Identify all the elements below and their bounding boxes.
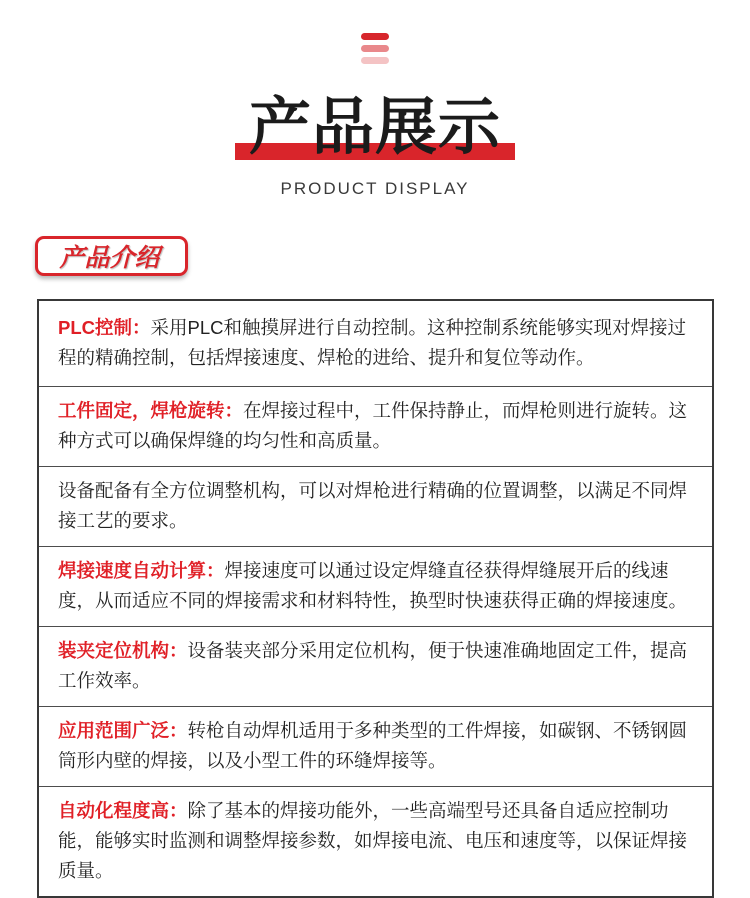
feature-text: 在焊接过程中，工件保持静止，而焊枪则进行旋转。这种方式可以确保焊缝的均匀性和高质量。 bbox=[58, 400, 688, 451]
feature-header: 自动化程度高： bbox=[58, 800, 188, 821]
feature-text: 除了基本的焊接功能外，一些高端型号还具备自适应控制功能，能够实时监测和调整焊接参数，如焊接电流、电压和速度等，以保证焊接质量。 bbox=[58, 800, 688, 881]
bar-middle bbox=[361, 45, 389, 52]
feature-section-plc bbox=[39, 301, 712, 386]
feature-text: 采用PLC和触摸屏进行自动控制。这种控制系统能够实现对焊接过程的精确控制，包括焊接速度、焊枪的进给、提升和复位等动作。 bbox=[58, 317, 687, 368]
feature-section-adjustment bbox=[39, 466, 712, 546]
product-intro-box bbox=[37, 299, 714, 898]
feature-text: 设备配备有全方位调整机构，可以对焊枪进行精确的位置调整，以满足不同焊接工艺的要求。 bbox=[58, 480, 688, 531]
feature-section-clamping bbox=[39, 626, 712, 706]
feature-header: 装夹定位机构： bbox=[58, 640, 188, 661]
feature-text: 焊接速度可以通过设定焊缝直径获得焊缝展开后的线速度，从而适应不同的焊接需求和材料特性，换型时快速获得正确的焊接速度。 bbox=[58, 560, 688, 611]
feature-header: 工件固定，焊枪旋转： bbox=[58, 400, 244, 421]
bar-bottom bbox=[361, 57, 389, 64]
feature-text: 设备装夹部分采用定位机构，便于快速准确地固定工件，提高工作效率。 bbox=[58, 640, 688, 691]
feature-section-rotation bbox=[39, 386, 712, 466]
feature-section-automation bbox=[39, 786, 712, 896]
bar-top bbox=[361, 33, 389, 40]
feature-header: PLC控制： bbox=[58, 317, 151, 338]
triple-bars-icon bbox=[361, 33, 389, 64]
feature-section-speed-calc bbox=[39, 546, 712, 626]
section-badge bbox=[35, 236, 188, 276]
feature-header: 应用范围广泛： bbox=[58, 720, 188, 741]
page-title: 产品展示 bbox=[248, 93, 501, 162]
feature-header: 焊接速度自动计算： bbox=[58, 560, 225, 581]
page-subtitle: PRODUCT DISPLAY bbox=[280, 179, 470, 198]
feature-section-applications bbox=[39, 706, 712, 786]
page-header bbox=[0, 92, 750, 164]
feature-text: 转枪自动焊机适用于多种类型的工件焊接，如碳钢、不锈钢圆筒形内壁的焊接，以及小型工件的环缝焊接等。 bbox=[58, 720, 688, 771]
section-badge-label: 产品介绍 bbox=[59, 244, 160, 272]
